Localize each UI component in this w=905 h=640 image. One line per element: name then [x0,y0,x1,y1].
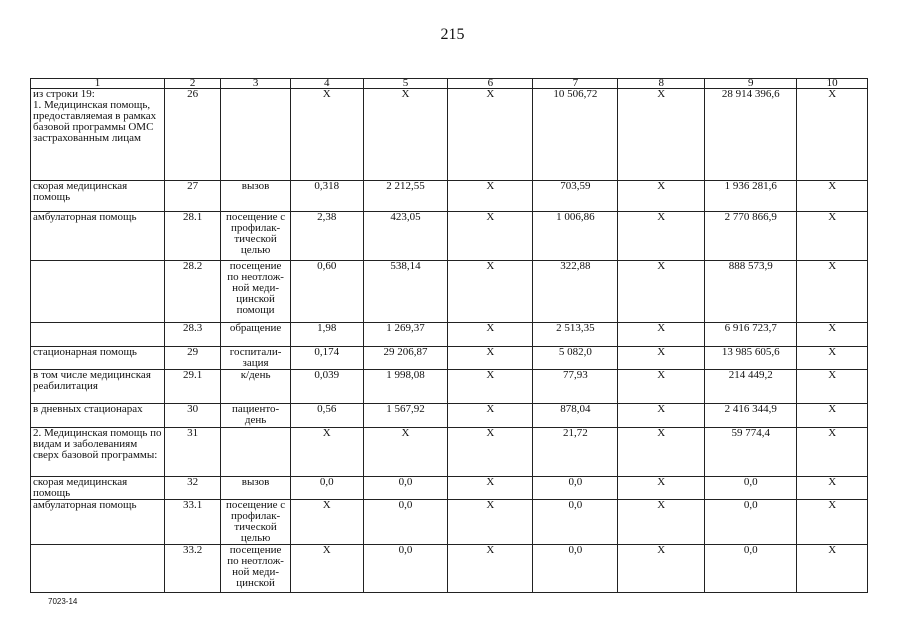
page-number: 215 [440,26,465,43]
value-cell: 0,0 [705,545,797,593]
value-cell: Х [618,347,705,370]
value-cell: 1 006,86 [533,212,618,261]
value-cell: 0,0 [705,477,797,500]
value-cell: Х [290,500,363,545]
column-header: 8 [618,79,705,89]
unit-cell: госпитали-зация [221,347,291,370]
column-header: 4 [290,79,363,89]
column-header: 6 [448,79,533,89]
row-name-cell: в том числе медицинская реабилитация [31,370,165,404]
row-name-cell: амбулаторная помощь [31,500,165,545]
value-cell: Х [448,89,533,181]
line-number-cell: 28.2 [165,261,221,323]
column-header: 2 [165,79,221,89]
unit-cell: посещение с профилак-тической целью [221,500,291,545]
value-cell: Х [618,212,705,261]
value-cell: 77,93 [533,370,618,404]
value-cell: 0,174 [290,347,363,370]
unit-cell: вызов [221,181,291,212]
value-cell: Х [290,545,363,593]
table-row [31,545,868,593]
unit-cell: пациенто-день [221,404,291,428]
value-cell: 1 567,92 [363,404,448,428]
value-cell: Х [618,545,705,593]
row-name-cell: 2. Медицинская помощь по видам и заболеваниям сверх базовой программы: [31,428,165,477]
value-cell: 0,56 [290,404,363,428]
value-cell: Х [448,323,533,347]
value-cell: Х [618,404,705,428]
form-code: 7023-14 [48,597,78,606]
value-cell: Х [290,428,363,477]
value-cell: 2,38 [290,212,363,261]
table-row [31,500,868,545]
value-cell: Х [618,261,705,323]
value-cell: Х [363,89,448,181]
value-cell: Х [618,500,705,545]
value-cell: Х [448,545,533,593]
unit-cell: посещение с профилак-тической целью [221,212,291,261]
value-cell: 423,05 [363,212,448,261]
value-cell: 214 449,2 [705,370,797,404]
table-row [31,428,868,477]
value-cell: Х [363,428,448,477]
value-cell: Х [448,181,533,212]
row-name-cell: стационарная помощь [31,347,165,370]
value-cell: 0,60 [290,261,363,323]
table-row [31,404,868,428]
header-row [31,79,868,89]
value-cell: 2 212,55 [363,181,448,212]
row-name-cell: в дневных стационарах [31,404,165,428]
value-cell: 0,0 [533,500,618,545]
row-name-cell: скорая медицинская помощь [31,477,165,500]
value-cell: Х [797,89,868,181]
value-cell: 322,88 [533,261,618,323]
value-cell: 0,318 [290,181,363,212]
value-cell: Х [618,89,705,181]
value-cell: 1 936 281,6 [705,181,797,212]
value-cell: 0,0 [363,500,448,545]
value-cell: Х [797,404,868,428]
unit-cell: посещение по неотлож-ной меди-цинской помощи [221,261,291,323]
value-cell: Х [797,181,868,212]
value-cell: 59 774,4 [705,428,797,477]
value-cell: 13 985 605,6 [705,347,797,370]
value-cell: Х [797,370,868,404]
value-cell: Х [290,89,363,181]
line-number-cell: 31 [165,428,221,477]
value-cell: Х [797,428,868,477]
value-cell: Х [448,404,533,428]
value-cell: Х [448,370,533,404]
value-cell: Х [797,500,868,545]
row-name-cell: из строки 19: 1. Медицинская помощь, предоставляемая в рамках базовой программы ОМС застрахованным лицам [31,89,165,181]
value-cell: Х [797,261,868,323]
line-number-cell: 32 [165,477,221,500]
unit-cell: обращение [221,323,291,347]
table-row [31,370,868,404]
row-name-cell [31,323,165,347]
value-cell: 0,0 [533,477,618,500]
value-cell: Х [448,477,533,500]
column-header: 3 [221,79,291,89]
value-cell: 0,039 [290,370,363,404]
value-cell: 6 916 723,7 [705,323,797,347]
line-number-cell: 26 [165,89,221,181]
value-cell: 538,14 [363,261,448,323]
value-cell: Х [797,323,868,347]
value-cell: 0,0 [705,500,797,545]
table-row [31,89,868,181]
value-cell: Х [618,370,705,404]
value-cell: 5 082,0 [533,347,618,370]
value-cell: Х [797,545,868,593]
value-cell: Х [448,500,533,545]
value-cell: Х [448,261,533,323]
line-number-cell: 29 [165,347,221,370]
value-cell: 1 998,08 [363,370,448,404]
value-cell: 878,04 [533,404,618,428]
value-cell: 2 770 866,9 [705,212,797,261]
table-row [31,323,868,347]
value-cell: 0,0 [363,545,448,593]
column-header: 7 [533,79,618,89]
value-cell: 0,0 [363,477,448,500]
row-name-cell: скорая медицинская помощь [31,181,165,212]
unit-cell: посещение по неотлож-ной меди-цинской [221,545,291,593]
value-cell: Х [618,477,705,500]
column-header: 10 [797,79,868,89]
value-cell: 0,0 [533,545,618,593]
line-number-cell: 27 [165,181,221,212]
table-row [31,181,868,212]
value-cell: Х [618,323,705,347]
value-cell: 703,59 [533,181,618,212]
value-cell: 28 914 396,6 [705,89,797,181]
value-cell: 2 416 344,9 [705,404,797,428]
column-header: 9 [705,79,797,89]
line-number-cell: 30 [165,404,221,428]
value-cell: Х [797,212,868,261]
value-cell: Х [797,477,868,500]
data-table [30,78,868,593]
unit-cell: вызов [221,477,291,500]
value-cell: 29 206,87 [363,347,448,370]
table-row [31,347,868,370]
value-cell: Х [448,428,533,477]
line-number-cell: 33.1 [165,500,221,545]
value-cell: 888 573,9 [705,261,797,323]
row-name-cell [31,545,165,593]
value-cell: 1 269,37 [363,323,448,347]
column-header: 5 [363,79,448,89]
unit-cell [221,428,291,477]
value-cell: 0,0 [290,477,363,500]
value-cell: 21,72 [533,428,618,477]
line-number-cell: 28.1 [165,212,221,261]
value-cell: 1,98 [290,323,363,347]
value-cell: Х [618,428,705,477]
value-cell: 2 513,35 [533,323,618,347]
table-row [31,477,868,500]
row-name-cell: амбулаторная помощь [31,212,165,261]
column-header: 1 [31,79,165,89]
value-cell: Х [797,347,868,370]
table-row [31,261,868,323]
line-number-cell: 33.2 [165,545,221,593]
line-number-cell: 29.1 [165,370,221,404]
value-cell: Х [618,181,705,212]
unit-cell: к/день [221,370,291,404]
value-cell: 10 506,72 [533,89,618,181]
table-row [31,212,868,261]
unit-cell [221,89,291,181]
row-name-cell [31,261,165,323]
value-cell: Х [448,347,533,370]
value-cell: Х [448,212,533,261]
line-number-cell: 28.3 [165,323,221,347]
